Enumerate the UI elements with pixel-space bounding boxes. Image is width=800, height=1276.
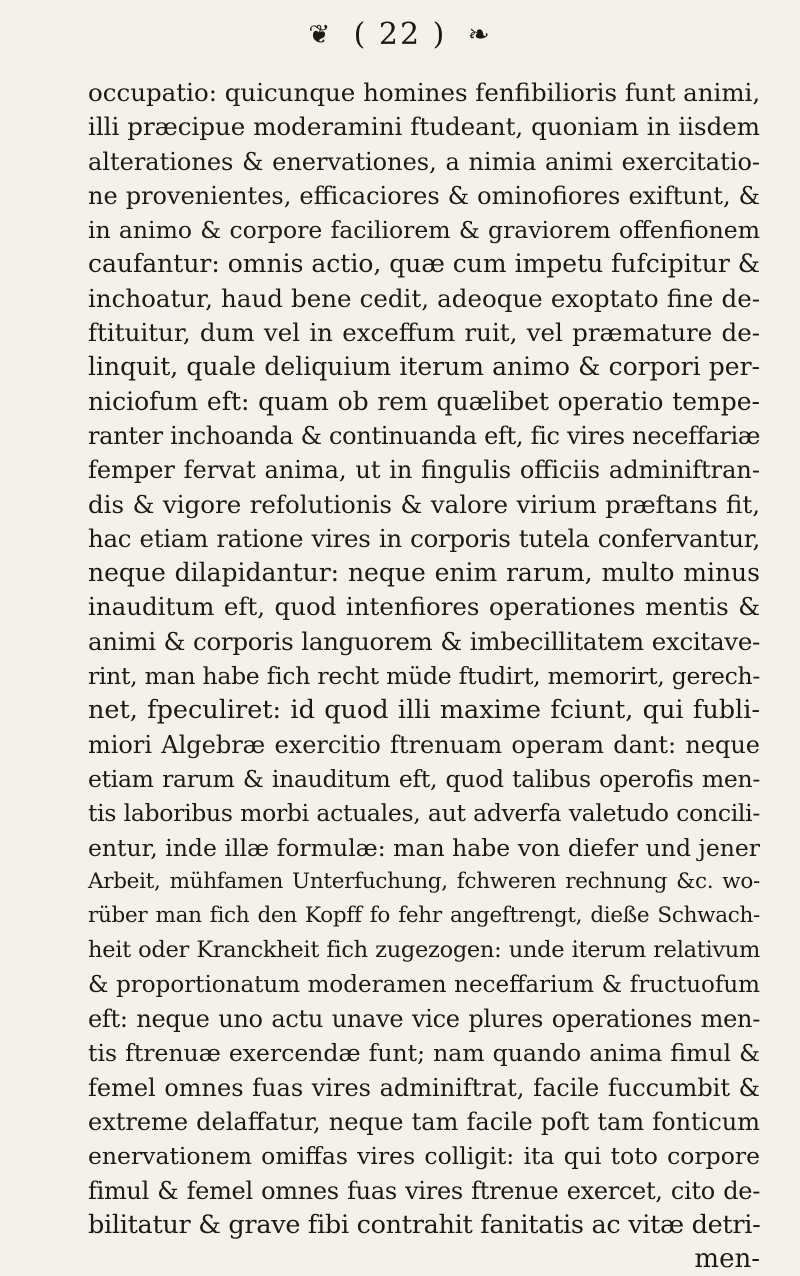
text-line: neque dilapidantur: neque enim rarum, multo minus [88,558,760,588]
text-line: enervationem omiffas vires colligit: ita qui toto corpore [88,1142,760,1171]
text-line: ne provenientes, efficaciores & ominofiores exiftunt, & [88,181,760,210]
text-line: femper fervat anima, ut in fingulis officiis adminiftran- [88,456,760,485]
text-line: occupatio: quicunque homines fenfibilioris funt animi, [88,78,761,107]
text-line: Arbeit, mühfamen Unterfuchung, fchweren rechnung &c. wo- [88,868,760,894]
text-line: etiam rarum & inauditum eft, quod talibus operofis men- [88,764,760,793]
text-line: eft: neque uno actu unave vice plures operationes men- [88,1005,760,1034]
page-number: ( 22 ) [353,17,447,52]
text-line: in animo & corpore faciliorem & graviorem offenfionem [88,216,760,245]
text-line: ranter inchoanda & continuanda eft, fic vires neceffariæ [88,421,761,450]
text-line: inchoatur, haud bene cedit, adeoque exoptato fine de- [88,283,760,313]
text-line: tis laboribus morbi actuales, aut adverfa valetudo concili- [88,799,760,828]
text-line: inauditum eft, quod intenfiores operationes mentis & [88,592,760,622]
body-text [88,76,760,1276]
text-line: heit oder Kranckheit fich zugezogen: unde iterum relativum [88,937,760,964]
text-line: illi præcipue moderamini ftudeant, quoniam in iisdem [88,112,760,142]
text-line: rint, man habe fich recht müde ftudirt, memorirt, gerech- [88,662,760,691]
text-line: & proportionatum moderamen neceffarium & fructuofum [88,971,760,998]
text-line: animi & corporis languorem & imbecillitatem excitave- [88,626,760,656]
text-line: linquit, quale deliquium iterum animo & corpori per- [88,352,760,382]
text-line: alterationes & enervationes, a nimia animi exercitatio- [88,147,760,176]
text-line: femel omnes fuas vires adminiftrat, facile fuccumbit & [88,1073,760,1102]
text-line: entur, inde illæ formulæ: man habe von diefer und jener [88,833,760,862]
text-line: niciofum eft: quam ob rem quælibet operatio tempe- [88,386,760,416]
left-ornament-icon: ❦ [308,20,333,50]
text-line: ftituitur, dum vel in exceffum ruit, vel præmature de- [88,318,760,348]
page-header [0,12,800,56]
text-line: tis ftrenuæ exercendæ funt; nam quando anima fimul & [88,1039,760,1068]
text-line: caufantur: omnis actio, quæ cum impetu fufcipitur & [88,249,761,279]
text-line: rüber man fich den Kopff fo fehr angeftrengt, dieße Schwach- [88,903,760,929]
text-line: bilitatur & grave fibi contrahit fanitatis ac vitæ detri- [88,1209,761,1240]
right-ornament-icon: ❧ [467,20,492,50]
text-line: hac etiam ratione vires in corporis tutela confervantur, [88,523,760,553]
text-line: miori Algebræ exercitio ftrenuam operam dant: neque [88,730,760,759]
text-line: fimul & femel omnes fuas vires ftrenue exercet, cito de- [88,1176,760,1205]
text-line: dis & vigore refolutionis & valore virium præftans fit, [88,489,760,519]
catchword: men- [694,1244,760,1275]
text-line: net, fpeculiret: id quod illi maxime fciunt, qui fubli- [88,695,760,726]
text-line: extreme delaffatur, neque tam facile poft tam fonticum [88,1107,760,1136]
